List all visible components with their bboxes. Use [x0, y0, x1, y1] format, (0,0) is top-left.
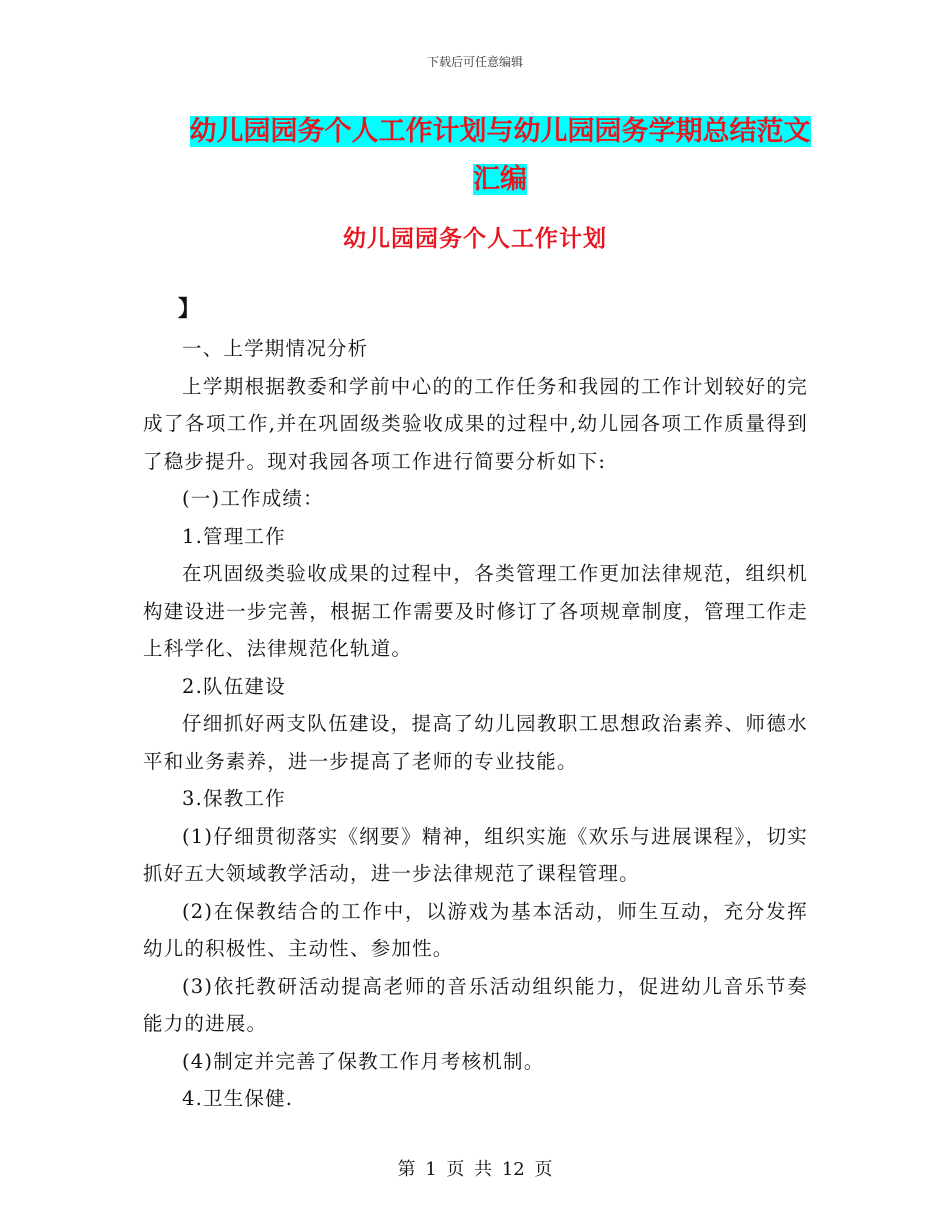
paragraph: 3.保教工作: [182, 787, 286, 810]
paragraph: 2.队伍建设: [182, 674, 286, 698]
paragraph: (2)在保教结合的工作中，以游戏为基本活动，师生互动，充分发挥幼儿的积极性、主动性、参加性。: [143, 899, 808, 960]
paragraph: (1)仔细贯彻落实《纲要》精神，组织实施《欢乐与进展课程》，切实抓好五大领域教学活动，进一步法律规范了课程管理。: [143, 824, 808, 885]
paragraph: 一、上学期情况分析: [182, 337, 369, 360]
paragraph: (3)依托教研活动提高老师的音乐活动组织能力，促进幼儿音乐节奏能力的进展。: [143, 974, 808, 1035]
paragraph: (一)工作成绩：: [182, 487, 324, 510]
paragraph: 1.管理工作: [182, 524, 286, 548]
paragraph: 上学期根据教委和学前中心的的工作任务和我园的工作计划较好的完成了各项工作,并在巩固级类验收成果的过程中,幼儿园各项工作质量得到了稳步提升。现对我园各项工作进行简要分析如下:: [143, 374, 808, 473]
header-note: 下载后可任意编辑: [426, 55, 523, 69]
page-footer: 第 1 页 共 12 页: [397, 1159, 553, 1180]
paragraph: 在巩固级类验收成果的过程中，各类管理工作更加法律规范，组织机构建设进一步完善，根据工作需要及时修订了各项规章制度，管理工作走上科学化、法律规范化轨道。: [143, 562, 808, 660]
document-title: [150, 108, 850, 204]
document-body: [143, 330, 808, 1118]
title-line-2: 汇编: [473, 164, 527, 195]
paragraph: 仔细抓好两支队伍建设，提高了幼儿园教职工思想政治素养、师德水平和业务素养，进一步提高了老师的专业技能。: [143, 712, 808, 773]
title-line-1: 幼儿园园务个人工作计划与幼儿园园务学期总结范文: [189, 116, 811, 147]
paragraph: 4.卫生保健.: [182, 1087, 294, 1110]
paragraph: (4)制定并完善了保教工作月考核机制。: [182, 1049, 545, 1073]
section-title: 幼儿园园务个人工作计划: [343, 226, 607, 252]
bracket-mark: 】: [178, 297, 201, 322]
